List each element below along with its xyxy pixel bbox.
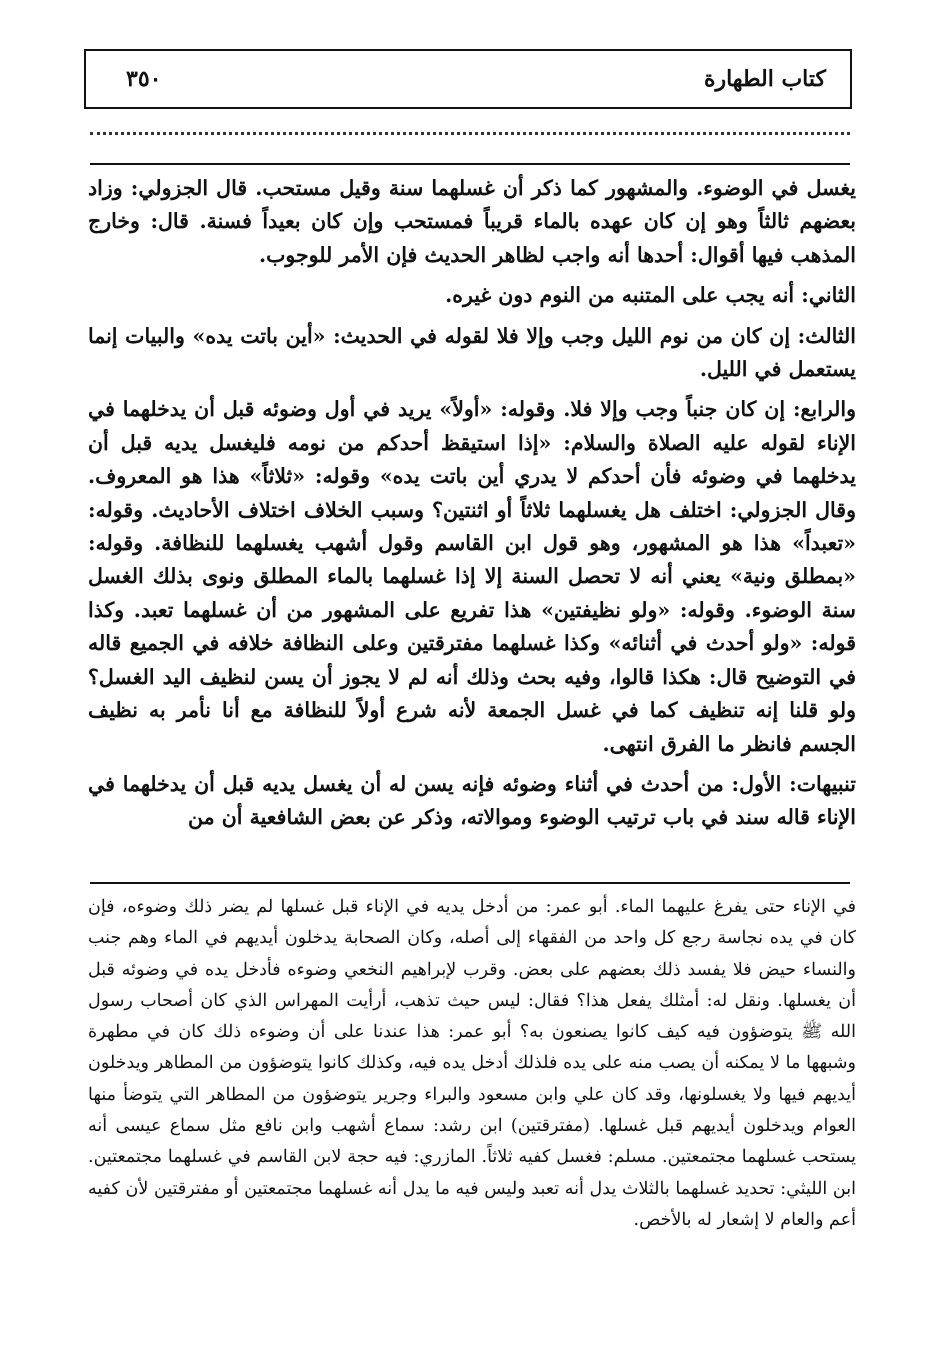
- dotted-divider: [90, 118, 850, 135]
- running-header: [84, 49, 852, 109]
- footnote-rule: [90, 882, 850, 884]
- top-rule: [90, 163, 850, 165]
- paragraph-2: الثاني: أنه يجب على المتنبه من النوم دون غيره.: [445, 283, 856, 308]
- paragraph-5: تنبيهات: الأول: من أحدث في أثناء وضوئه فإنه يسن له أن يغسل يديه قبل أن يدخلهما في الإناء قاله سند في باب ترتيب الوضوء وموالاته، وذكر عن بعض الشافعية أن من: [88, 771, 856, 830]
- paragraph-4: والرابع: إن كان جنباً وجب وإلا فلا. وقوله: «أولاً» يريد في أول وضوئه قبل أن يدخلهما في الإناء لقوله عليه الصلاة والسلام: «إذا استيقظ أحدكم من نومه فليغسل يديه قبل أن يدخلهما في وضوئه فأن أحدكم لا يدري أين باتت يده» وقوله: «ثلاثاً» هذا هو المعروف. وقال الجزولي: اختلف هل يغسلهما ثلاثاً أو اثنتين؟ وسبب الخلاف اختلاف الأحاديث. وقوله: «تعبداً» هذا هو المشهور، وهو قول ابن القاسم وقول أشهب يغسلهما للنظافة. وقوله: «بمطلق ونية» يعني أنه لا تحصل السنة إلا إذا غسلهما بالماء المطلق ونوى بذلك الغسل سنة الوضوء. وقوله: «ولو نظيفتين» هذا تفريع على المشهور من أن غسلهما تعبد. وكذا قوله: «ولو أحدث في أثنائه» وكذا غسلهما مفترقتين وعلى النظافة خلافه في الجميع قاله في التوضيح قال: هكذا قالوا، وفيه بحث وذلك أنه لم لا يجوز أن يسن لنظيف اليد الغسل؟ ولو قلنا إنه تنظيف كما في غسل الجمعة لأنه شرع أولاً للنظافة مع أنا نأمر به نظيف الجسم فانظر ما الفرق انتهى.: [88, 397, 856, 756]
- paragraph-1: يغسل في الوضوء. والمشهور كما ذكر أن غسلهما سنة وقيل مستحب. قال الجزولي: وزاد بعضهم ثالثاً وهو إن كان عهده بالماء قريباً فمستحب وإن كان بعيداً فسنة. قال: وخارج المذهب فيها أقوال: أحدها أنه واجب لظاهر الحديث فإن الأمر للوجوب.: [88, 176, 856, 267]
- page-number: ٣٥٠: [126, 66, 162, 92]
- paragraph-3: الثالث: إن كان من نوم الليل وجب وإلا فلا لقوله في الحديث: «أين باتت يده» والبيات إنما يستعمل في الليل.: [88, 323, 856, 382]
- footnote-paragraph: في الإناء حتى يفرغ عليهما الماء. أبو عمر: من أدخل يديه في الإناء قبل غسلها لم يضر ذلك وضوءه، فإن كان في يده نجاسة رجع كل واحد من الفقهاء إلى أصله، وكان الصحابة يدخلون أيديهم في الماء وهم جنب والنساء حيض فلا يفسد ذلك بعضهم على بعض. وقرب لإبراهيم النخعي وضوءه فأدخل يده في وضوئه قبل أن يغسلها. ونقل له: أمثلك يفعل هذا؟ فقال: ليس حيث تذهب، أرأيت المهراس الذي كان أصحاب رسول الله ﷺ يتوضؤون فيه كيف كانوا يصنعون به؟ أبو عمر: هذا عندنا على أن وضوءه ذلك كان في مطهرة وشبهها ما لا يمكنه أن يصب منه على يده فلذلك أدخل يده فيه، وكذلك كانوا يتوضؤون من المطاهر ويدخلون أيديهم فيها ولا يغسلونها، وقد كان علي وابن مسعود والبراء وجرير يتوضؤون من المطاهر التي يتوضأ منها العوام ويدخلون أيديهم قبل غسلها. (مفترقتين) ابن رشد: سماع أشهب وابن نافع مثل سماع عيسى أنه يستحب غسلهما مجتمعتين. مسلم: فغسل كفيه ثلاثاً. المازري: فيه حجة لابن القاسم في غسلهما مجتمعتين. ابن الليثي: تحديد غسلهما بالثلاث يدل أنه تعبد وليس فيه ما يدل أنه غسلهما مجتمعتين أو مفترقتين لأن كفيه أعم والعام لا إشعار له بالأخص.: [88, 897, 856, 1230]
- footnote-text: [88, 892, 856, 1236]
- main-text: [88, 172, 856, 842]
- book-title: كتاب الطهارة: [703, 66, 826, 92]
